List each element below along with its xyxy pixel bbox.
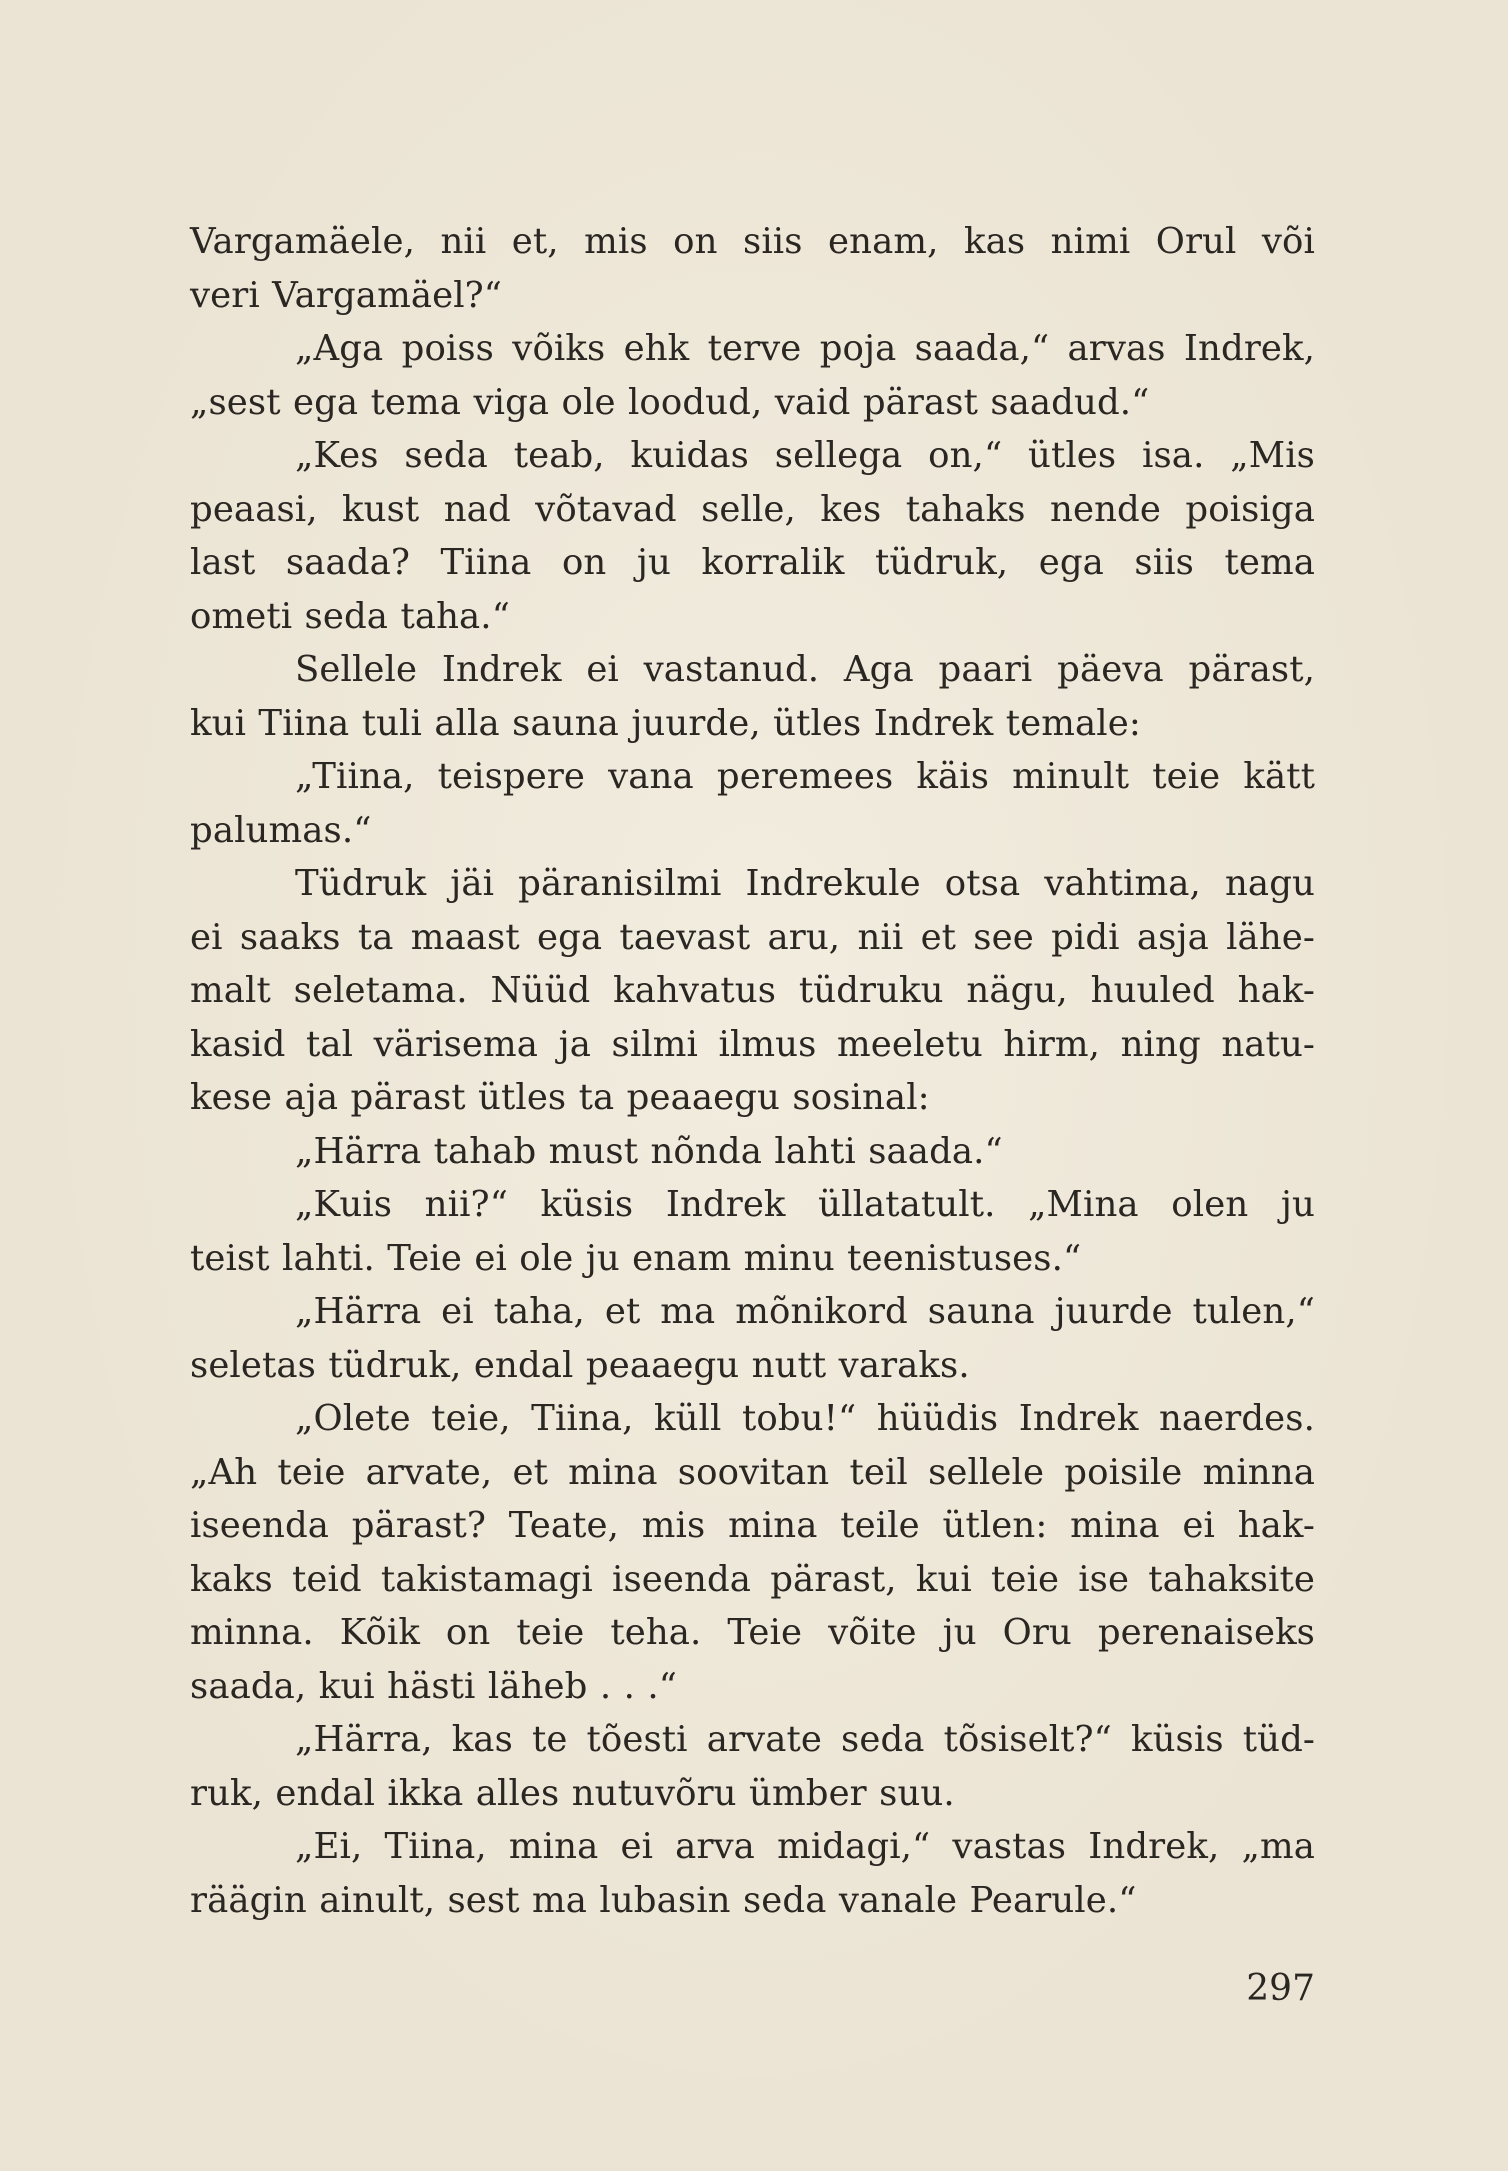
text-line: „Olete teie, Tiina, küll tobu!“ hüüdis Indrek naerdes. (295, 1398, 1315, 1439)
text-line: „Ah teie arvate, et mina soovitan teil sellele poisile minna (190, 1451, 1315, 1493)
text-line: Vargamäele, nii et, mis on siis enam, kas nimi Orul või (190, 221, 1315, 262)
text-line: ometi seda taha.“ (190, 595, 510, 637)
text-line: „sest ega tema viga ole loodud, vaid pärast saadud.“ (190, 381, 1150, 423)
text-line: peaasi, kust nad võtavad selle, kes tahaks nende poisiga (190, 488, 1315, 530)
text-line: last saada? Tiina on ju korralik tüdruk, ega siis tema (190, 542, 1315, 583)
text-line: kaks teid takistamagi iseenda pärast, kui teie ise tahaksite (190, 1558, 1315, 1600)
text-line: palumas.“ (190, 809, 372, 851)
page-number: 297 (1246, 1968, 1315, 2009)
text-line: iseenda pärast? Teate, mis mina teile ütlen: mina ei hak- (190, 1505, 1315, 1546)
text-line: minna. Kõik on teie teha. Teie võite ju Oru perenaiseks (190, 1612, 1315, 1653)
text-line: „Härra, kas te tõesti arvate seda tõsiselt?“ küsis tüd- (295, 1719, 1315, 1760)
text-line: seletas tüdruk, endal peaaegu nutt varaks. (190, 1344, 970, 1386)
text-line: räägin ainult, sest ma lubasin seda vanale Pearule.“ (190, 1879, 1137, 1921)
text-line: Sellele Indrek ei vastanud. Aga paari päeva pärast, (295, 649, 1315, 690)
text-line: kui Tiina tuli alla sauna juurde, ütles Indrek temale: (190, 702, 1141, 744)
text-line: „Härra ei taha, et ma mõnikord sauna juurde tulen,“ (295, 1291, 1315, 1332)
text-line: ei saaks ta maast ega taevast aru, nii et see pidi asja lähe- (190, 916, 1315, 958)
text-line: Tüdruk jäi päranisilmi Indrekule otsa vahtima, nagu (295, 863, 1315, 904)
text-line: „Aga poiss võiks ehk terve poja saada,“ arvas Indrek, (295, 328, 1315, 369)
text-line: „Kes seda teab, kuidas sellega on,“ ütles isa. „Mis (295, 435, 1315, 476)
text-line: malt seletama. Nüüd kahvatus tüdruku nägu, huuled hak- (190, 970, 1315, 1011)
text-line: kese aja pärast ütles ta peaaegu sosinal: (190, 1077, 930, 1118)
text-line: „Härra tahab must nõnda lahti saada.“ (295, 1130, 1003, 1172)
text-line: „Tiina, teispere vana peremees käis minult teie kätt (295, 756, 1315, 797)
text-line: „Ei, Tiina, mina ei arva midagi,“ vastas Indrek, „ma (295, 1826, 1315, 1867)
text-line: kasid tal värisema ja silmi ilmus meeletu hirm, ning natu- (190, 1023, 1315, 1065)
text-line: veri Vargamäel?“ (190, 274, 503, 316)
page-body-text (190, 215, 1315, 1927)
text-line: saada, kui hästi läheb . . .“ (190, 1665, 678, 1707)
text-line: ruk, endal ikka alles nutuvõru ümber suu. (190, 1772, 955, 1814)
text-line: teist lahti. Teie ei ole ju enam minu teenistuses.“ (190, 1237, 1082, 1279)
text-line: „Kuis nii?“ küsis Indrek üllatatult. „Mina olen ju (295, 1184, 1315, 1225)
